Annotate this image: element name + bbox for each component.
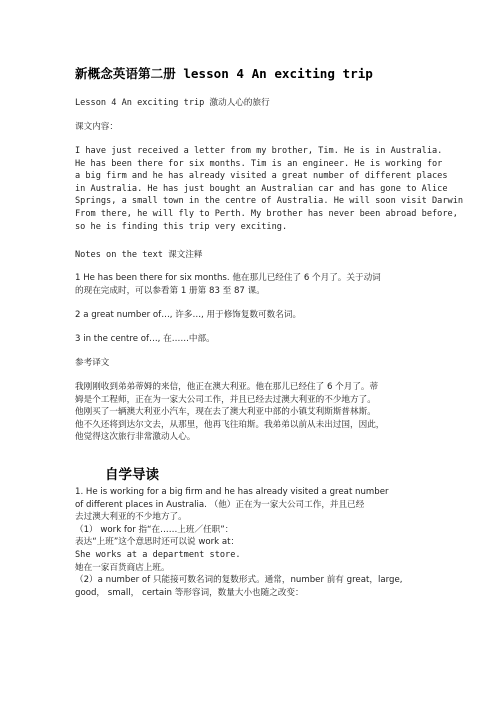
guide-line: good， small， certain 等形容词，数量大小也随之改变： (75, 587, 304, 598)
translation-line: 我刚刚收到弟弟蒂姆的来信，他正在澳大利亚。他在那儿已经住了 6 个月了。蒂 (75, 382, 379, 392)
note-line: 1 He has been there for six months. 他在那儿已经住了 6 个月了。关于动词 (75, 273, 381, 283)
guide-line: 1. He is working for a big firm and he has already visited a great number (75, 487, 389, 497)
note-3: 3 in the centre of…, 在……中部。 (75, 334, 215, 344)
guide-line: 表达“上班”这个意思时还可以说 work at： (75, 537, 240, 548)
translation-text (75, 381, 421, 444)
guide-line: （2）a number of 只能接可数名词的复数形式。通常，number 前有 great，large, (75, 575, 403, 586)
translation-line: 他刚买了一辆澳大利亚小汽车，现在去了澳大利亚中部的小镇艾利斯斯普林斯。 (75, 407, 376, 418)
lesson-text (75, 145, 464, 233)
text-label: 课文内容： (75, 122, 118, 132)
guide-line: 她在一家百货商店上班。 (75, 562, 170, 573)
text-line: I have just received a letter from my brother, Tim. He is in Australia. (75, 146, 443, 156)
lesson-subtitle: Lesson 4 An exciting trip 激动人心的旅行 (75, 98, 270, 108)
note-2: 2 a great number of…, 许多…, 用于修饰复数可数名词。 (75, 310, 302, 320)
text-line: in Australia. He has just bought an Australian car and has gone to Alice (75, 183, 448, 194)
text-line: Springs, a small town in the centre of Australia. He will soon visit Darwin (75, 196, 464, 207)
text-line: He has been there for six months. Tim is an engineer. He is working for (75, 158, 443, 169)
translation-label: 参考译文 (75, 358, 110, 368)
note-1 (75, 272, 421, 297)
translation-line: 姆是个工程师，正在为一家大公司工作，并且已经去过澳大利亚的不少地方了。 (75, 394, 376, 405)
guide-line: 去过澳大利亚的不少地方了。 (75, 512, 187, 523)
document-title: 新概念英语第二册 lesson 4 An exciting trip (75, 66, 373, 81)
guide-line: of different places in Australia. （他）正在为一家大公司工作，并且已经 (75, 499, 365, 510)
notes-label: Notes on the text 课文注释 (75, 250, 203, 260)
translation-line: 他不久还将到达尔文去，从那里，他再飞往珀斯。我弟弟以前从未出过国，因此， (75, 419, 385, 430)
note-line: 的现在完成时，可以参看第 1 册第 83 至 87 课。 (75, 285, 265, 296)
section-heading: 自学导读 (105, 467, 159, 483)
text-line: From there, he will fly to Perth. My brother has never been abroad before, (75, 208, 458, 219)
guide-line: （1） work for 指“在……上班／任职”： (75, 524, 234, 535)
guide-text (75, 486, 421, 599)
text-line: a big firm and he has already visited a great number of different places (75, 171, 448, 182)
text-line: so he is finding this trip very exciting. (75, 221, 288, 232)
guide-line: She works at a department store. (75, 549, 241, 560)
translation-line: 他觉得这次旅行非常激动人心。 (75, 432, 196, 443)
